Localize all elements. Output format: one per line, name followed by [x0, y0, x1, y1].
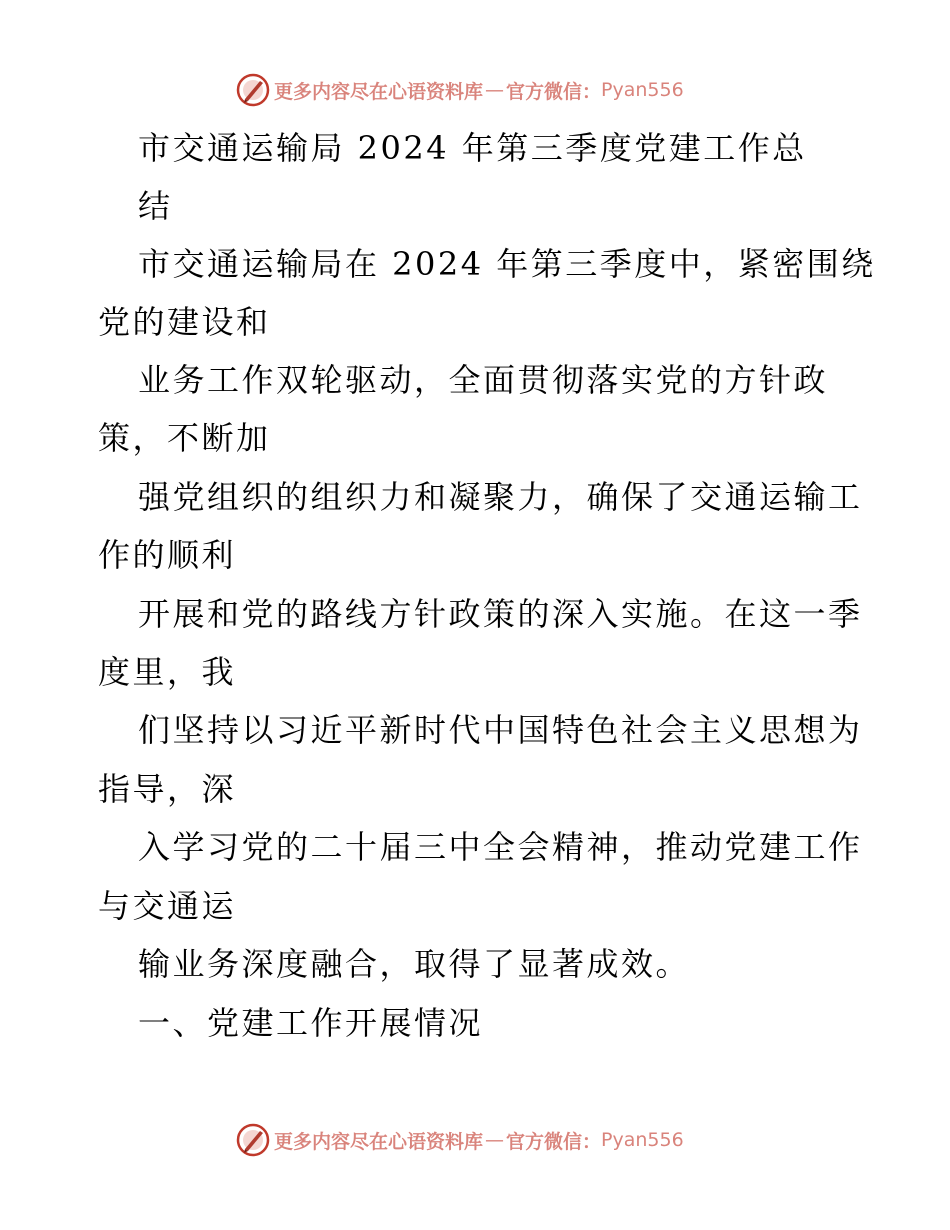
section-heading: 一、党建工作开展情况 — [138, 1004, 484, 1042]
paragraph-line: 与交通运 — [98, 887, 237, 925]
header-watermark — [236, 73, 684, 107]
paragraph-line: 强党组织的组织力和凝聚力，确保了交通运输工 — [138, 478, 863, 516]
watermark-wechat-label: 官方微信： — [506, 1130, 602, 1153]
paragraph-line: 入学习党的二十届三中全会精神，推动党建工作 — [138, 828, 863, 866]
watermark-site-text: 更多内容尽在心语资料库 — [274, 1130, 484, 1153]
paragraph-line: 开展和党的路线方针政策的深入实施。在这一季 — [138, 595, 863, 633]
paragraph-line: 党的建设和 — [98, 303, 271, 341]
paragraph-line: 作的顺利 — [98, 536, 237, 574]
watermark-wechat-id: Pyan556 — [601, 79, 684, 101]
paragraph-line: 度里，我 — [98, 653, 237, 691]
footer-watermark — [236, 1123, 684, 1157]
paragraph-line: 指导，深 — [98, 770, 237, 808]
paragraph-line: 们坚持以习近平新时代中国特色社会主义思想为 — [138, 711, 863, 749]
watermark-site-text: 更多内容尽在心语资料库 — [274, 80, 484, 103]
watermark-wechat-id: Pyan556 — [601, 1129, 684, 1151]
paragraph-line: 策，不断加 — [98, 419, 271, 457]
document-title-line-1: 市交通运输局 2024 年第三季度党建工作总 — [138, 129, 807, 167]
watermark-wechat-label: 官方微信： — [506, 80, 602, 103]
quill-seal-icon — [236, 73, 270, 107]
paragraph-line: 输业务深度融合，取得了显著成效。 — [138, 945, 691, 983]
paragraph-line: 市交通运输局在 2024 年第三季度中，紧密围绕 — [138, 245, 876, 283]
watermark-dash: — — [485, 1129, 505, 1151]
quill-seal-icon — [236, 1123, 270, 1157]
watermark-dash: — — [485, 79, 505, 101]
paragraph-line: 业务工作双轮驱动，全面贯彻落实党的方针政 — [138, 361, 829, 399]
document-title-line-2: 结 — [138, 187, 173, 225]
